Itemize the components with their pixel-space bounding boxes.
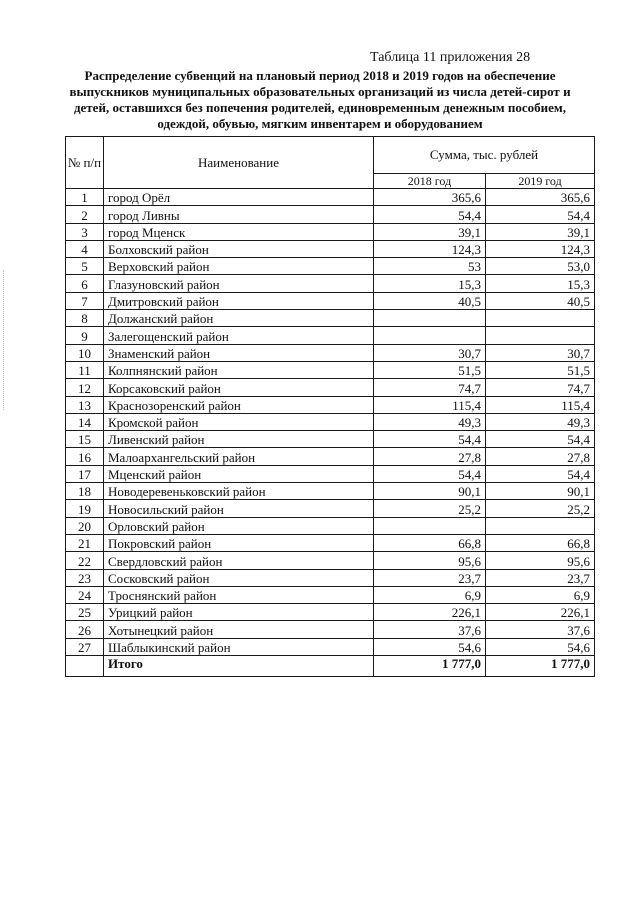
row-value-2018: 53 bbox=[374, 258, 486, 275]
subsidy-table bbox=[65, 136, 595, 677]
table-row bbox=[66, 344, 595, 361]
row-number: 22 bbox=[66, 552, 104, 569]
table-row bbox=[66, 258, 595, 275]
table-header bbox=[66, 137, 595, 189]
row-name: Орловский район bbox=[104, 517, 374, 534]
row-value-2019: 115,4 bbox=[486, 396, 595, 413]
row-name: Глазуновский район bbox=[104, 275, 374, 292]
row-number: 27 bbox=[66, 638, 104, 655]
total-label: Итого bbox=[104, 656, 374, 677]
row-number: 8 bbox=[66, 310, 104, 327]
row-name: Краснозоренский район bbox=[104, 396, 374, 413]
row-name: Залегощенский район bbox=[104, 327, 374, 344]
row-name: город Мценск bbox=[104, 223, 374, 240]
row-value-2019: 54,4 bbox=[486, 206, 595, 223]
row-name: Должанский район bbox=[104, 310, 374, 327]
row-name: Мценский район bbox=[104, 465, 374, 482]
row-name: Корсаковский район bbox=[104, 379, 374, 396]
row-value-2018: 27,8 bbox=[374, 448, 486, 465]
row-number: 15 bbox=[66, 431, 104, 448]
row-value-2019: 90,1 bbox=[486, 483, 595, 500]
row-number: 17 bbox=[66, 465, 104, 482]
row-value-2018: 74,7 bbox=[374, 379, 486, 396]
row-value-2018: 30,7 bbox=[374, 344, 486, 361]
table-row bbox=[66, 413, 595, 430]
row-number: 6 bbox=[66, 275, 104, 292]
table-row bbox=[66, 396, 595, 413]
row-value-2018: 226,1 bbox=[374, 604, 486, 621]
row-value-2019: 15,3 bbox=[486, 275, 595, 292]
row-number: 20 bbox=[66, 517, 104, 534]
row-value-2019: 40,5 bbox=[486, 292, 595, 309]
table-row bbox=[66, 431, 595, 448]
row-name: город Ливны bbox=[104, 206, 374, 223]
row-number: 26 bbox=[66, 621, 104, 638]
row-value-2019: 95,6 bbox=[486, 552, 595, 569]
header-year-2019: 2019 год bbox=[486, 174, 595, 189]
row-value-2018: 25,2 bbox=[374, 500, 486, 517]
row-value-2019: 6,9 bbox=[486, 586, 595, 603]
table-reference: Таблица 11 приложения 28 bbox=[370, 50, 531, 65]
row-value-2018: 54,6 bbox=[374, 638, 486, 655]
row-number: 19 bbox=[66, 500, 104, 517]
row-name: Дмитровский район bbox=[104, 292, 374, 309]
table-row bbox=[66, 517, 595, 534]
row-name: Троснянский район bbox=[104, 586, 374, 603]
row-number: 2 bbox=[66, 206, 104, 223]
row-value-2018 bbox=[374, 517, 486, 534]
table-row bbox=[66, 604, 595, 621]
row-value-2019: 30,7 bbox=[486, 344, 595, 361]
row-number: 3 bbox=[66, 223, 104, 240]
row-value-2019: 124,3 bbox=[486, 240, 595, 257]
table-row bbox=[66, 465, 595, 482]
row-name: Сосковский район bbox=[104, 569, 374, 586]
row-value-2018: 51,5 bbox=[374, 361, 486, 378]
row-value-2018 bbox=[374, 310, 486, 327]
header-year-2018: 2018 год bbox=[374, 174, 486, 189]
row-name: Новодеревеньковский район bbox=[104, 483, 374, 500]
row-value-2018: 54,4 bbox=[374, 465, 486, 482]
row-value-2018: 37,6 bbox=[374, 621, 486, 638]
row-number: 10 bbox=[66, 344, 104, 361]
row-value-2019: 365,6 bbox=[486, 189, 595, 206]
row-name: Шаблыкинский район bbox=[104, 638, 374, 655]
row-number: 1 bbox=[66, 189, 104, 206]
row-name: Малоархангельский район bbox=[104, 448, 374, 465]
row-number: 12 bbox=[66, 379, 104, 396]
table-row bbox=[66, 275, 595, 292]
row-name: Знаменский район bbox=[104, 344, 374, 361]
row-name: Колпнянский район bbox=[104, 361, 374, 378]
row-value-2019: 53,0 bbox=[486, 258, 595, 275]
row-value-2018: 15,3 bbox=[374, 275, 486, 292]
row-value-2018: 124,3 bbox=[374, 240, 486, 257]
row-value-2019: 27,8 bbox=[486, 448, 595, 465]
row-value-2019 bbox=[486, 517, 595, 534]
table-row bbox=[66, 586, 595, 603]
row-number: 21 bbox=[66, 534, 104, 551]
row-number: 14 bbox=[66, 413, 104, 430]
row-name: Хотынецкий район bbox=[104, 621, 374, 638]
table-row bbox=[66, 189, 595, 206]
row-name: Свердловский район bbox=[104, 552, 374, 569]
table-row bbox=[66, 206, 595, 223]
table-row bbox=[66, 310, 595, 327]
row-value-2019: 74,7 bbox=[486, 379, 595, 396]
row-number: 4 bbox=[66, 240, 104, 257]
row-value-2018: 40,5 bbox=[374, 292, 486, 309]
table-row bbox=[66, 379, 595, 396]
row-name: Болховский район bbox=[104, 240, 374, 257]
table-row bbox=[66, 500, 595, 517]
row-value-2019: 25,2 bbox=[486, 500, 595, 517]
scan-edge-mark bbox=[3, 270, 5, 410]
row-name: Верховский район bbox=[104, 258, 374, 275]
row-number: 11 bbox=[66, 361, 104, 378]
table-row bbox=[66, 621, 595, 638]
table-body bbox=[66, 189, 595, 677]
row-value-2018: 115,4 bbox=[374, 396, 486, 413]
total-row bbox=[66, 656, 595, 677]
row-name: Кромской район bbox=[104, 413, 374, 430]
row-value-2018: 23,7 bbox=[374, 569, 486, 586]
row-number: 5 bbox=[66, 258, 104, 275]
table-row bbox=[66, 483, 595, 500]
row-value-2018: 39,1 bbox=[374, 223, 486, 240]
row-value-2019: 49,3 bbox=[486, 413, 595, 430]
table-row bbox=[66, 240, 595, 257]
total-value-2019: 1 777,0 bbox=[486, 656, 595, 677]
table-row bbox=[66, 361, 595, 378]
row-number: 24 bbox=[66, 586, 104, 603]
table-row bbox=[66, 292, 595, 309]
row-value-2018: 95,6 bbox=[374, 552, 486, 569]
row-value-2018: 90,1 bbox=[374, 483, 486, 500]
row-value-2019: 54,6 bbox=[486, 638, 595, 655]
table-row bbox=[66, 552, 595, 569]
table-row bbox=[66, 534, 595, 551]
row-value-2018 bbox=[374, 327, 486, 344]
header-num: № п/п bbox=[66, 137, 104, 189]
row-number: 9 bbox=[66, 327, 104, 344]
header-sum: Сумма, тыс. рублей bbox=[374, 137, 595, 174]
row-value-2019: 51,5 bbox=[486, 361, 595, 378]
row-value-2019: 23,7 bbox=[486, 569, 595, 586]
row-value-2018: 6,9 bbox=[374, 586, 486, 603]
row-number: 7 bbox=[66, 292, 104, 309]
row-value-2019: 37,6 bbox=[486, 621, 595, 638]
table-row bbox=[66, 327, 595, 344]
row-value-2019: 226,1 bbox=[486, 604, 595, 621]
table-row bbox=[66, 448, 595, 465]
row-value-2019: 39,1 bbox=[486, 223, 595, 240]
header-name: Наименование bbox=[104, 137, 374, 189]
total-value-2018: 1 777,0 bbox=[374, 656, 486, 677]
row-name: Новосильский район bbox=[104, 500, 374, 517]
row-value-2018: 54,4 bbox=[374, 206, 486, 223]
row-name: Ливенский район bbox=[104, 431, 374, 448]
row-value-2018: 54,4 bbox=[374, 431, 486, 448]
row-number: 23 bbox=[66, 569, 104, 586]
row-value-2018: 49,3 bbox=[374, 413, 486, 430]
row-name: Покровский район bbox=[104, 534, 374, 551]
row-number: 13 bbox=[66, 396, 104, 413]
table-row bbox=[66, 638, 595, 655]
document-title: Распределение субвенций на плановый период 2018 и 2019 годов на обеспечение выпускников муниципальных образовательных организаций из числа детей-сирот и детей, оставшихся без попечения родителей, единовременным денежным пособием, одеждой, обувью, мягким инвентарем и оборудованием bbox=[69, 68, 571, 131]
row-value-2019: 54,4 bbox=[486, 431, 595, 448]
row-value-2019 bbox=[486, 310, 595, 327]
row-number: 18 bbox=[66, 483, 104, 500]
row-value-2019 bbox=[486, 327, 595, 344]
row-value-2019: 66,8 bbox=[486, 534, 595, 551]
row-number: 25 bbox=[66, 604, 104, 621]
total-number-cell bbox=[66, 656, 104, 677]
row-value-2018: 365,6 bbox=[374, 189, 486, 206]
row-value-2019: 54,4 bbox=[486, 465, 595, 482]
row-name: город Орёл bbox=[104, 189, 374, 206]
row-value-2018: 66,8 bbox=[374, 534, 486, 551]
row-number: 16 bbox=[66, 448, 104, 465]
table-row bbox=[66, 223, 595, 240]
table-row bbox=[66, 569, 595, 586]
row-name: Урицкий район bbox=[104, 604, 374, 621]
